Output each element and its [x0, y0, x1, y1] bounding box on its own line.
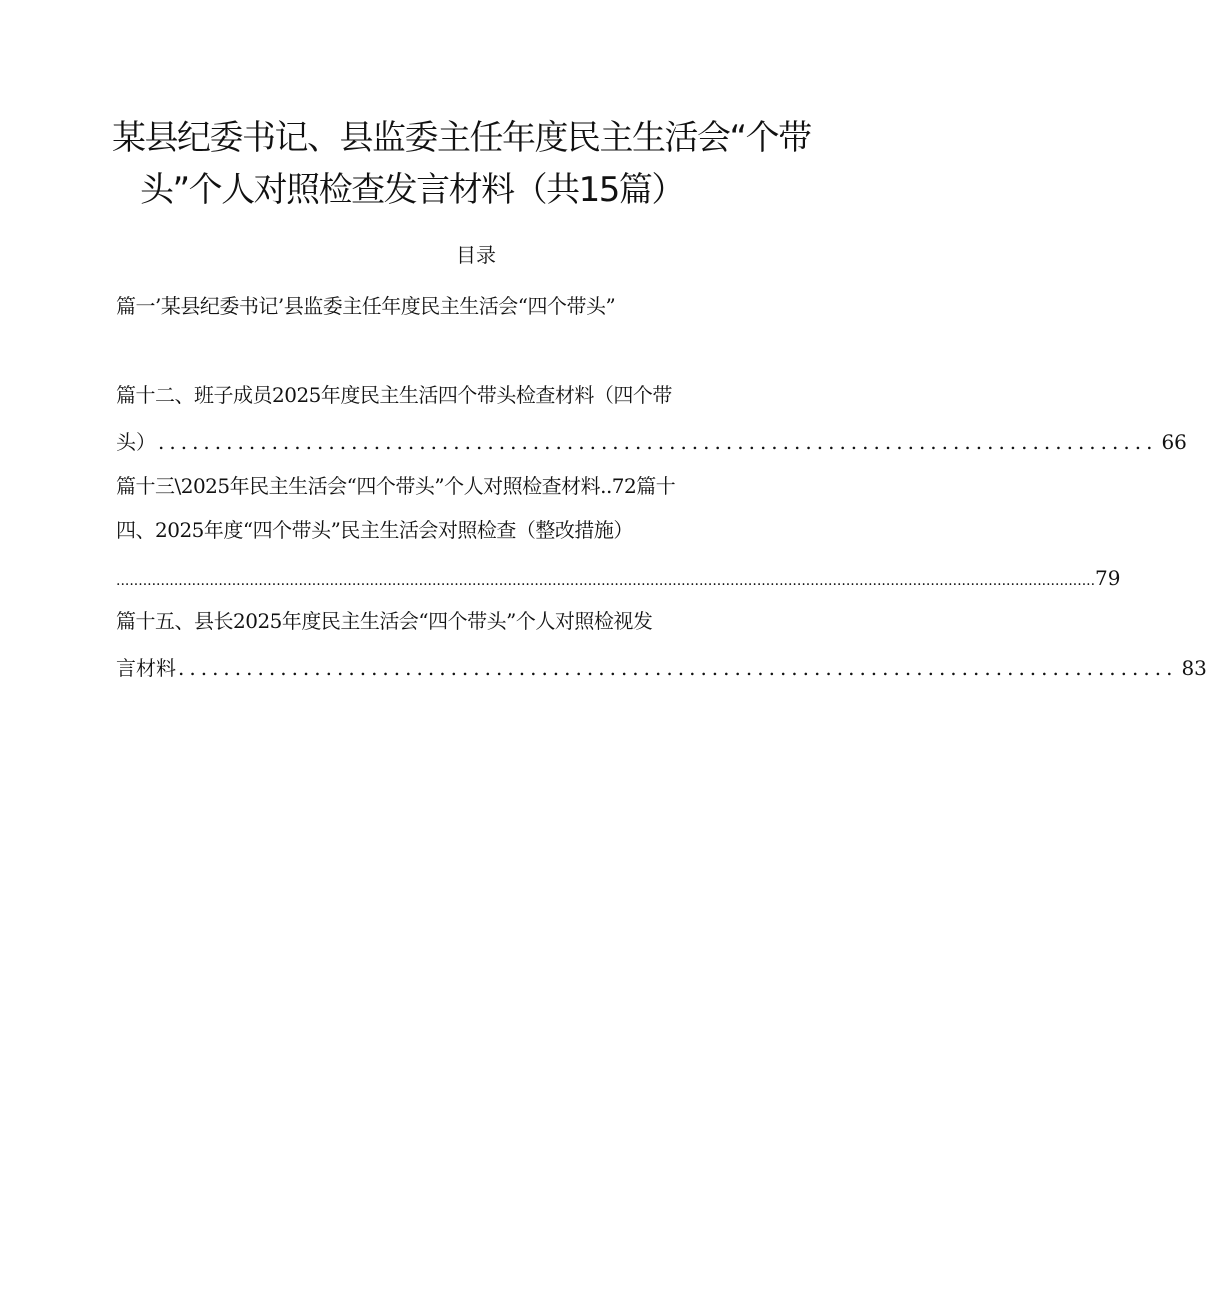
- toc-entry-13-line-1[interactable]: 篇十三\2025年民主生活会“四个带头”个人对照检查材料..72篇十: [116, 474, 676, 498]
- toc-entry-12-continuation: 头）: [116, 430, 156, 454]
- toc-entry-15-line-2[interactable]: [116, 653, 1207, 683]
- toc-entry-15-continuation: 言材料: [116, 656, 176, 680]
- toc-entry-14-line-1[interactable]: 四、2025年度“四个带头”民主生活会对照检查（整改措施）: [116, 518, 633, 542]
- toc-entry-12-line-2[interactable]: [116, 427, 1187, 457]
- toc-entry-1[interactable]: 篇一’某县纪委书记’县监委主任年度民主生活会“四个带头”: [116, 294, 616, 318]
- toc-page-number: 79: [1095, 566, 1121, 590]
- toc-page-number: 66: [1161, 430, 1187, 454]
- toc-dot-leader: ........................................................................................: [178, 656, 1178, 680]
- toc-entry-14-line-2[interactable]: [116, 563, 1121, 596]
- toc-entry-12-line-1[interactable]: 篇十二、班子成员2025年度民主生活四个带头检查材料（四个带: [116, 383, 672, 407]
- document-title-line-1: 某县纪委书记、县监委主任年度民主生活会“个带: [112, 118, 811, 158]
- toc-entry-15-line-1[interactable]: 篇十五、县长2025年度民主生活会“四个带头”个人对照检视发: [116, 609, 653, 633]
- toc-page-number: 83: [1181, 656, 1207, 680]
- toc-dot-leader: ............................................................................................................................................................................................................................: [116, 573, 1096, 589]
- document-title-line-2: 头”个人对照检查发言材料（共15篇）: [140, 170, 684, 210]
- toc-dot-leader: ........................................................................................: [158, 430, 1158, 454]
- toc-heading: 目录: [456, 243, 496, 267]
- document-title: [112, 112, 832, 216]
